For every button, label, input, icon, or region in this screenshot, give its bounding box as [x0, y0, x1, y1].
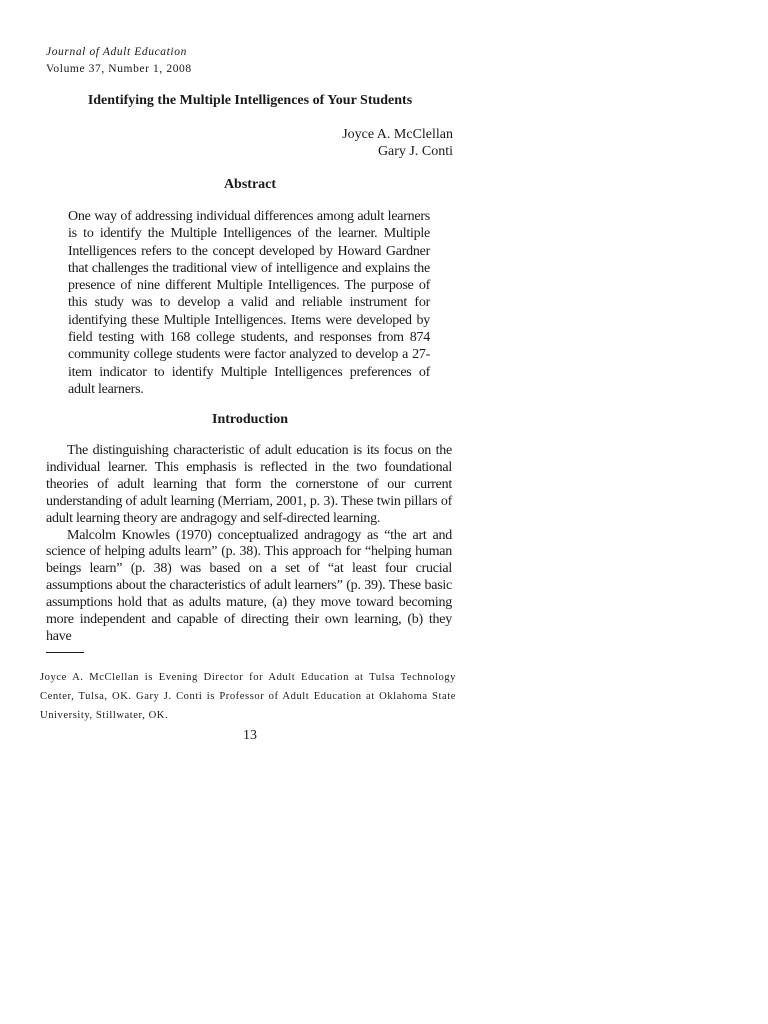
author-name: Joyce A. McClellan [342, 127, 453, 142]
author-footnote: Joyce A. McClellan is Evening Director for Adult Education at Tulsa Technology Center, Tulsa, OK. Gary J. Conti is Professor of Adult Education at Oklahoma State University, Stillwater, OK. [40, 672, 456, 721]
journal-name: Journal of Adult Education [46, 46, 187, 58]
introduction-heading: Introduction [212, 412, 288, 427]
introduction-paragraph: Malcolm Knowles (1970) conceptualized andragogy as “the art and science of helping adults learn” (p. 38). This approach for “helping human beings learn” (p. 38) was based on a set of “at least four crucial assumptions about the characteristics of adult learners” (p. 39). These basic assumptions hold that as adults mature, (a) they move toward becoming more independent and capable of directing their own learning, (b) they have [46, 527, 452, 644]
introduction-paragraph: The distinguishing characteristic of adult education is its focus on the individual learner. This emphasis is reflected in the two foundational theories of adult learning that form the cornerstone of our current understanding of adult learning (Merriam, 2001, p. 3). These twin pillars of adult learning theory are andragogy and self-directed learning. [46, 443, 452, 526]
page-number: 13 [243, 728, 257, 743]
abstract-text: One way of addressing individual differences among adult learners is to identify the Multiple Intelligences of the learner. Multiple Intelligences refers to the concept developed by Howard Gardner that challenges the traditional view of intelligence and explains the presence of nine different Multiple Intelligences. The purpose of this study was to develop a valid and reliable instrument for identifying these Multiple Intelligences. Items were developed by field testing with 168 college students, and responses from 874 community college students were factor analyzed to develop a 27-item indicator to identify Multiple Intelligences preferences of adult learners. [68, 209, 430, 397]
footnote-divider [46, 652, 84, 653]
article-title: Identifying the Multiple Intelligences of Your Students [87, 93, 413, 108]
author-name: Gary J. Conti [377, 144, 453, 159]
abstract-heading: Abstract [223, 177, 277, 192]
author-list [46, 126, 453, 160]
introduction-body [46, 443, 452, 646]
journal-volume: Volume 37, Number 1, 2008 [46, 63, 192, 75]
